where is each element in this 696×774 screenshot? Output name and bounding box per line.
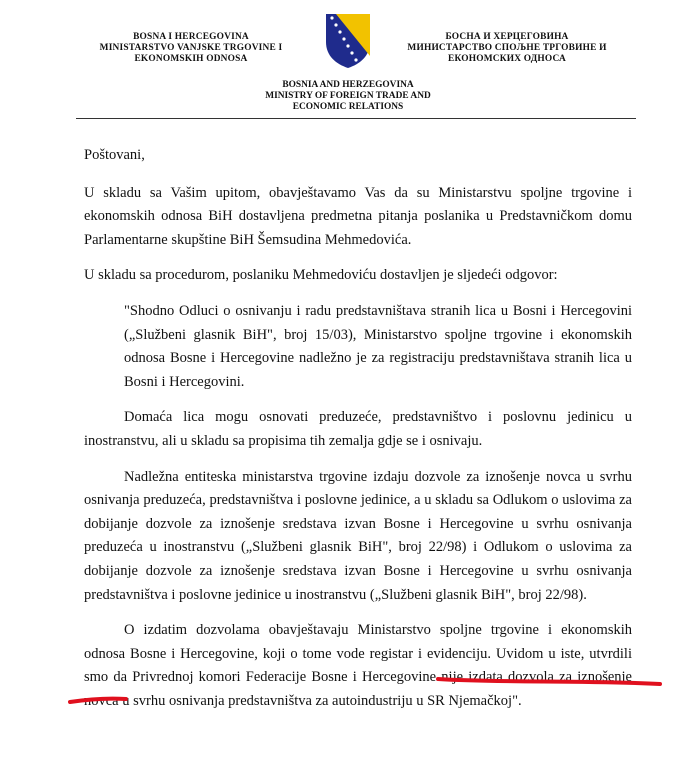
header-left-block — [86, 32, 296, 65]
quote-paragraph-4: O izdatim dozvolama obavještavaju Ministarstvo spoljne trgovine i ekonomskih odnosa Bosne i Hercegovine, koji o tome vode registar i evidenciju. Uvidom u iste, utvrdili smo da Privrednoj komori Federacije Bosne i Hercegovine nije izdata dozvola za iznošenje novca u svrhu osnivanja predstavništva za autoindustriju u SR Njemačkoj". — [84, 622, 632, 709]
salutation: Poštovani, — [84, 147, 145, 163]
header-center-line1: BOSNIA AND HERZEGOVINA — [282, 80, 414, 90]
coat-of-arms-icon — [324, 12, 372, 70]
header-left-line1: BOSNA I HERCEGOVINA — [133, 32, 249, 42]
header-center-line3: ECONOMIC RELATIONS — [292, 102, 404, 112]
quote-paragraph-1: "Shodno Odluci o osnivanju i radu predstavništava stranih lica u Bosni i Hercegovini („Službeni glasnik BiH", broj 15/03), Ministarstvo spoljne trgovine i ekonomskih odnosa Bosne i Hercegovine nadležno je za registraciju predstavništava stranih lica u Bosni i Hercegovini. — [124, 302, 632, 390]
header-right-block — [402, 32, 612, 65]
quote-paragraph-3: Nadležna entiteska ministarstva trgovine izdaju dozvole za iznošenje novca u svrhu osnivanja preduzeća, predstavništva i poslovne jedinice, a u skladu sa Odlukom o uslovima za dobijanje dozvole za iznošenje sredstava izvan Bosne i Hercegovine u svrhu osnivanja preduzeća u inostranstvu („Službeni glasnik BiH", broj 22/98) i Odlukom o uslovima za dobijanje dozvole za iznošenje sredstava izvan Bosne i Hercegovine u svrhu osnivanja predstavništva i poslovne jedinice u inostranstvu („Službeni glasnik BiH", broj 22/98). — [84, 468, 632, 603]
paragraph-1: U skladu sa Vašim upitom, obavještavamo Vas da su Ministarstvu spoljne trgovine i ekonomskih odnosa BiH dostavljena predmetna pitanja poslanika u Predstavničkom domu Parlamentarne skupštine BiH Šemsudina Mehmedovića. — [84, 184, 632, 248]
header-center-line2: MINISTRY OF FOREIGN TRADE AND — [265, 91, 431, 101]
quote-paragraph-2: Domaća lica mogu osnovati preduzeće, predstavništvo i poslovnu jedinicu u inostranstvu, ali u skladu sa propisima tih zemalja gdje se i osnivaju. — [84, 409, 632, 449]
header-left-line3: EKONOMSKIH ODNOSA — [134, 54, 248, 64]
paragraph-2: U skladu sa procedurom, poslaniku Mehmedoviću dostavljen je sljedeći odgovor: — [84, 267, 558, 284]
header-left-line2: MINISTARSTVO VANJSKE TRGOVINE I — [99, 43, 283, 53]
header-right-line3: ЕКОНОМСКИХ ОДНОСА — [448, 54, 566, 64]
header-divider — [76, 118, 636, 119]
letter-body — [84, 144, 632, 713]
header-right-line2: МИНИСТАРСТВО СПОЉНЕ ТРГОВИНЕ И — [407, 43, 607, 53]
header-center-block — [0, 80, 696, 113]
header-right-line1: БОСНА И ХЕРЦЕГОВИНА — [445, 32, 569, 42]
